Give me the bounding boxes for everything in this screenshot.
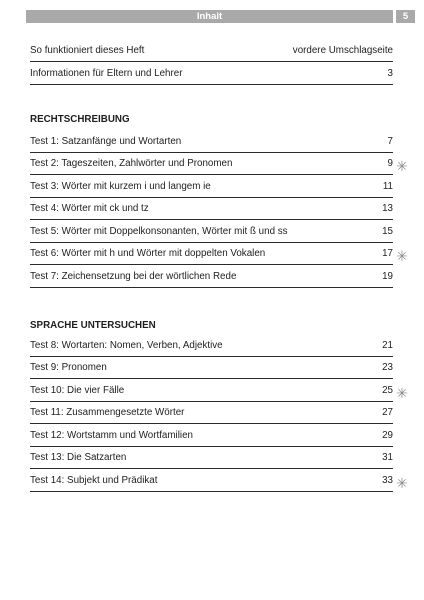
toc-entry-page: 11: [382, 181, 393, 192]
toc-entry-title: Test 11: Zusammengesetzte Wörter: [30, 407, 185, 418]
section-heading-rechtschreibung: RECHTSCHREIBUNG: [30, 114, 130, 125]
toc-row-test-4[interactable]: [30, 203, 393, 220]
toc-row-front-1[interactable]: [30, 45, 393, 62]
star-icon: ✳: [396, 248, 408, 264]
toc-row-test-12[interactable]: [30, 430, 393, 447]
toc-entry-title: So funktioniert dieses Heft: [30, 45, 145, 56]
toc-entry-page: 9: [387, 158, 393, 169]
toc-entry-page: 31: [382, 452, 393, 463]
page-title: Inhalt: [196, 11, 223, 22]
toc-entry-page: 21: [382, 340, 393, 351]
star-icon: ✳: [396, 385, 408, 401]
toc-entry-title: Test 12: Wortstamm und Wortfamilien: [30, 430, 193, 441]
section-heading-sprache-untersuchen: SPRACHE UNTERSUCHEN: [30, 320, 156, 331]
toc-entry-title: Test 3: Wörter mit kurzem i und langem ie: [30, 181, 211, 192]
toc-entry-page: vordere Umschlagseite: [292, 45, 393, 56]
toc-entry-title: Test 6: Wörter mit h und Wörter mit doppelten Vokalen: [30, 248, 266, 259]
toc-row-test-11[interactable]: [30, 407, 393, 424]
toc-entry-page: 33: [382, 475, 393, 486]
toc-entry-title: Informationen für Eltern und Lehrer: [30, 68, 183, 79]
toc-entry-title: Test 8: Wortarten: Nomen, Verben, Adjektive: [30, 340, 223, 351]
toc-entry-title: Test 10: Die vier Fälle: [30, 385, 125, 396]
toc-entry-page: 25: [382, 385, 393, 396]
toc-entry-page: 3: [387, 68, 393, 79]
toc-entry-title: Test 14: Subjekt und Prädikat: [30, 475, 158, 486]
toc-entry-page: 27: [382, 407, 393, 418]
toc-row-test-13[interactable]: [30, 452, 393, 469]
toc-row-test-6[interactable]: [30, 248, 393, 265]
toc-entry-page: 29: [382, 430, 393, 441]
toc-entry-title: Test 13: Die Satzarten: [30, 452, 127, 463]
toc-row-front-2[interactable]: [30, 68, 393, 85]
toc-row-test-9[interactable]: [30, 362, 393, 379]
toc-entry-page: 15: [382, 226, 393, 237]
toc-row-test-5[interactable]: [30, 226, 393, 243]
toc-entry-page: 19: [382, 271, 393, 282]
toc-row-test-10[interactable]: [30, 385, 393, 402]
toc-entry-title: Test 5: Wörter mit Doppelkonsonanten, Wörter mit ß und ss: [30, 226, 288, 237]
toc-row-test-1[interactable]: [30, 136, 393, 153]
toc-row-test-7[interactable]: [30, 271, 393, 288]
toc-row-test-8[interactable]: [30, 340, 393, 357]
toc-entry-title: Test 9: Pronomen: [30, 362, 107, 373]
header-bar: [26, 10, 393, 23]
toc-entry-title: Test 4: Wörter mit ck und tz: [30, 203, 149, 214]
toc-entry-title: Test 2: Tageszeiten, Zahlwörter und Pronomen: [30, 158, 233, 169]
toc-entry-page: 17: [382, 248, 393, 259]
toc-row-test-3[interactable]: [30, 181, 393, 198]
toc-entry-title: Test 1: Satzanfänge und Wortarten: [30, 136, 182, 147]
toc-entry-page: 23: [382, 362, 393, 373]
toc-entry-page: 7: [387, 136, 393, 147]
star-icon: ✳: [396, 158, 408, 174]
toc-entry-title: Test 7: Zeichensetzung bei der wörtlichen Rede: [30, 271, 237, 282]
star-icon: ✳: [396, 475, 408, 491]
toc-entry-page: 13: [382, 203, 393, 214]
toc-row-test-14[interactable]: [30, 475, 393, 492]
toc-row-test-2[interactable]: [30, 158, 393, 175]
page-number: 5: [396, 10, 415, 23]
